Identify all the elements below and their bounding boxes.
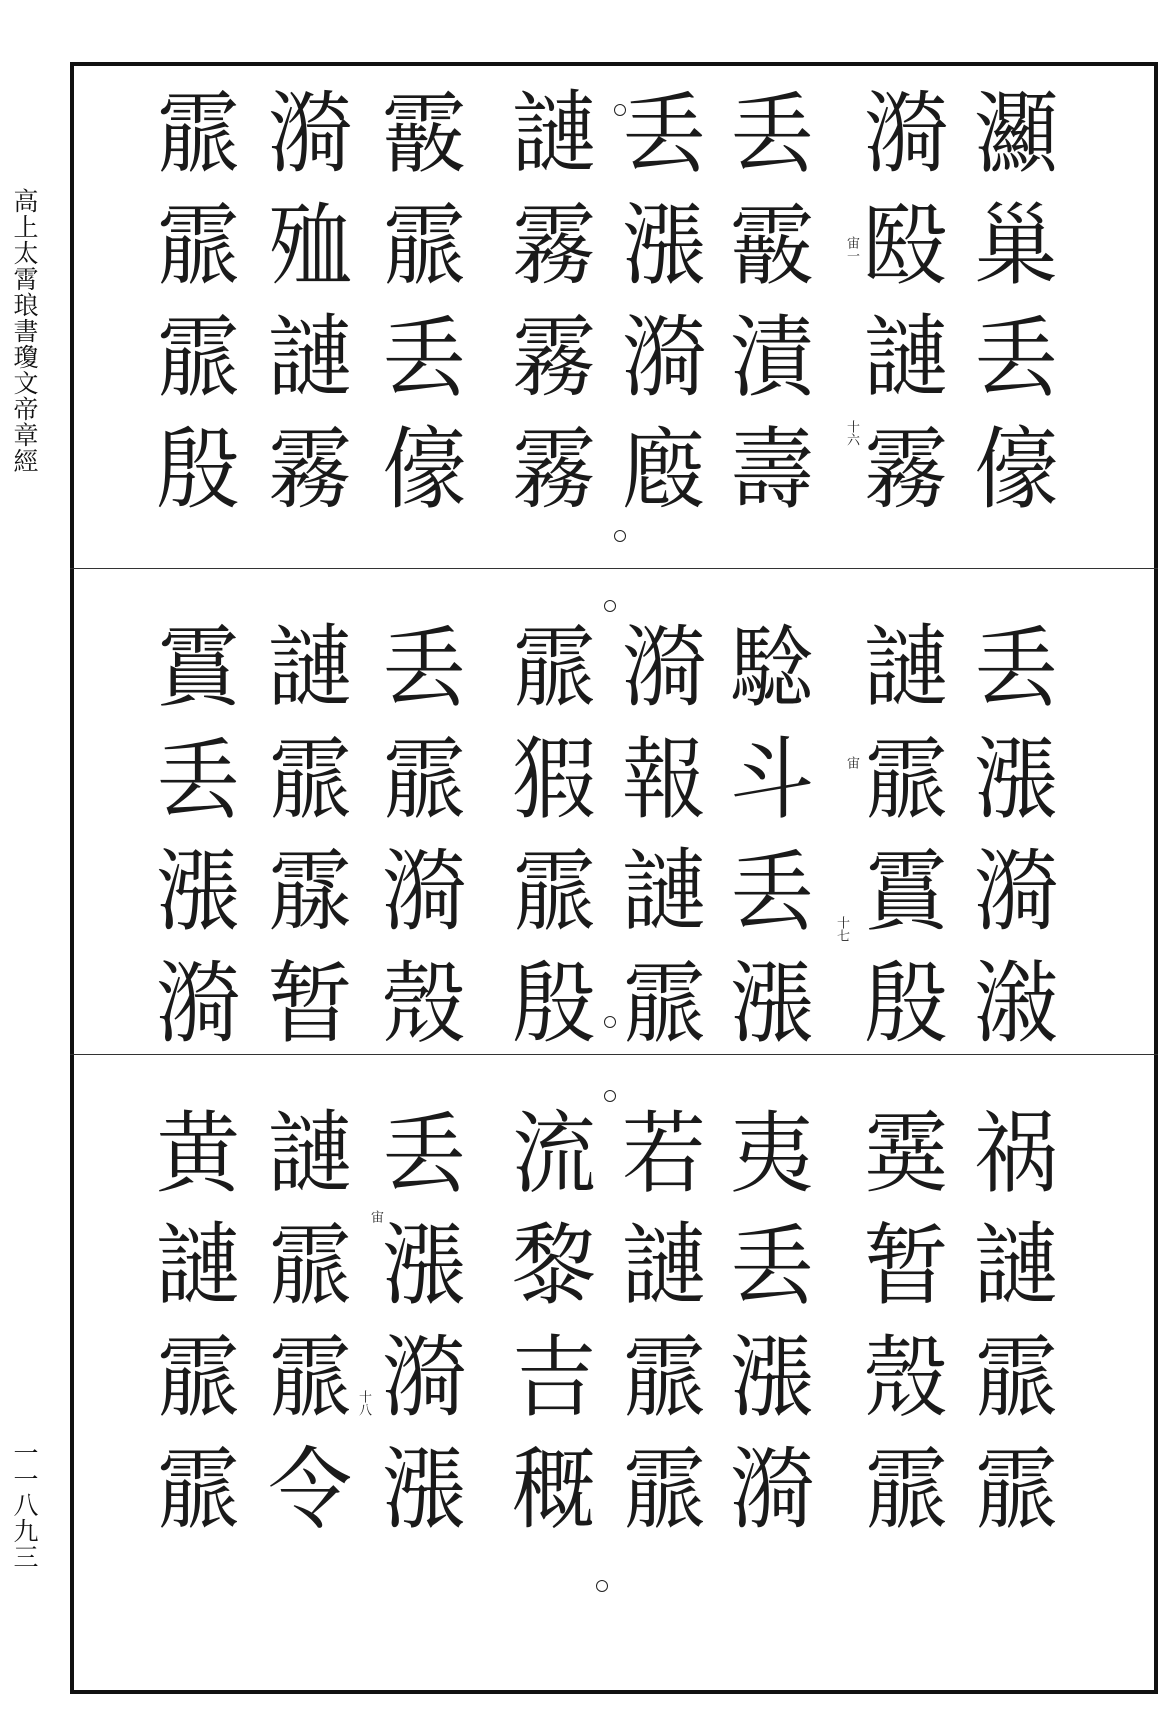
seal-glyph: 丢 xyxy=(729,82,814,186)
seal-glyph: 流 xyxy=(511,1102,596,1206)
circle-mark xyxy=(604,600,616,612)
seal-glyph: 霡 xyxy=(267,840,352,944)
seal-glyph: 霢 xyxy=(511,616,596,720)
seal-glyph: 霢 xyxy=(155,1438,240,1542)
seal-glyph: 漪 xyxy=(621,616,706,720)
glyph-column xyxy=(498,78,610,526)
seal-glyph: 潊 xyxy=(973,952,1058,1056)
glyph-column xyxy=(850,78,962,526)
seal-glyph: 霢 xyxy=(155,82,240,186)
glyph-column xyxy=(960,1098,1072,1546)
seal-glyph: 霢 xyxy=(621,952,706,1056)
glyph-column xyxy=(368,1098,480,1546)
glyph-column xyxy=(716,612,828,1060)
seal-glyph: 霣 xyxy=(863,840,948,944)
seal-glyph: 霢 xyxy=(155,194,240,298)
seal-glyph: 漪 xyxy=(267,82,352,186)
seal-glyph: 霢 xyxy=(863,1438,948,1542)
seal-glyph: 吉 xyxy=(511,1326,596,1430)
seal-glyph: 謰 xyxy=(973,1214,1058,1318)
margin-note: 十八 xyxy=(356,1390,371,1416)
glyph-column xyxy=(142,78,254,526)
seal-glyph: 漲 xyxy=(729,1326,814,1430)
seal-glyph: 漪 xyxy=(381,840,466,944)
seal-glyph: 暂 xyxy=(267,952,352,1056)
seal-glyph: 若 xyxy=(621,1102,706,1206)
seal-glyph: 斗 xyxy=(729,728,814,832)
seal-glyph: 灦 xyxy=(973,82,1058,186)
seal-glyph: 儫 xyxy=(381,418,466,522)
seal-glyph: 霢 xyxy=(973,1438,1058,1542)
seal-glyph: 丢 xyxy=(381,1102,466,1206)
seal-glyph: 漲 xyxy=(729,952,814,1056)
circle-mark xyxy=(604,1016,616,1028)
seal-glyph: 漲 xyxy=(381,1438,466,1542)
glyph-column xyxy=(368,612,480,1060)
seal-glyph: 殈 xyxy=(267,194,352,298)
seal-glyph: 漪 xyxy=(621,306,706,410)
seal-glyph: 漪 xyxy=(155,952,240,1056)
seal-glyph: 丢 xyxy=(973,616,1058,720)
margin-note: 十七 xyxy=(834,916,849,942)
glyph-column xyxy=(368,78,480,526)
circle-mark xyxy=(614,104,626,116)
seal-glyph: 壽 xyxy=(729,418,814,522)
seal-glyph: 漲 xyxy=(381,1214,466,1318)
text-block xyxy=(128,612,1088,1056)
seal-glyph: 漪 xyxy=(729,1438,814,1542)
seal-glyph: 霢 xyxy=(267,1214,352,1318)
seal-glyph: 報 xyxy=(621,728,706,832)
glyph-column xyxy=(960,78,1072,526)
seal-glyph: 漲 xyxy=(973,728,1058,832)
seal-glyph: 令 xyxy=(267,1438,352,1542)
seal-glyph: 殷 xyxy=(511,952,596,1056)
seal-glyph: 霢 xyxy=(621,1326,706,1430)
seal-glyph: 丢 xyxy=(729,1214,814,1318)
seal-glyph: 霢 xyxy=(155,306,240,410)
seal-glyph: 霧 xyxy=(511,194,596,298)
margin-note: 十六 xyxy=(844,420,859,446)
glyph-column xyxy=(254,1098,366,1546)
margin-note: 宙一 xyxy=(844,236,859,262)
glyph-column xyxy=(608,1098,720,1546)
seal-glyph: 謰 xyxy=(267,616,352,720)
seal-glyph: 霙 xyxy=(863,1102,948,1206)
glyph-column xyxy=(142,1098,254,1546)
seal-glyph: 殷 xyxy=(155,418,240,522)
seal-glyph: 霢 xyxy=(381,728,466,832)
seal-glyph: 謰 xyxy=(621,840,706,944)
seal-glyph: 丢 xyxy=(621,82,706,186)
seal-glyph: 殼 xyxy=(381,952,466,1056)
seal-glyph: 殼 xyxy=(863,1326,948,1430)
text-block xyxy=(128,1098,1088,1678)
margin-note: 宙 xyxy=(368,1210,383,1223)
seal-glyph: 廏 xyxy=(621,418,706,522)
seal-glyph: 霧 xyxy=(863,418,948,522)
seal-glyph: 丢 xyxy=(155,728,240,832)
seal-glyph: 霢 xyxy=(511,840,596,944)
seal-glyph: 漲 xyxy=(155,840,240,944)
seal-glyph: 霢 xyxy=(267,728,352,832)
seal-glyph: 謰 xyxy=(621,1214,706,1318)
page-number: 一一八九三 xyxy=(10,1440,39,1570)
seal-glyph: 霰 xyxy=(381,82,466,186)
seal-glyph: 謰 xyxy=(863,306,948,410)
seal-glyph: 漪 xyxy=(863,82,948,186)
seal-glyph: 霰 xyxy=(729,194,814,298)
glyph-column xyxy=(142,612,254,1060)
seal-glyph: 夷 xyxy=(729,1102,814,1206)
seal-glyph: 謰 xyxy=(267,306,352,410)
seal-glyph: 霧 xyxy=(511,306,596,410)
seal-glyph: 霢 xyxy=(267,1326,352,1430)
glyph-column xyxy=(498,1098,610,1546)
seal-glyph: 黄 xyxy=(155,1102,240,1206)
glyph-column xyxy=(254,78,366,526)
glyph-column xyxy=(850,612,962,1060)
seal-glyph: 殹 xyxy=(863,194,948,298)
seal-glyph: 丢 xyxy=(381,306,466,410)
glyph-column xyxy=(716,1098,828,1546)
seal-glyph: 暂 xyxy=(863,1214,948,1318)
circle-mark xyxy=(614,530,626,542)
seal-glyph: 謰 xyxy=(863,616,948,720)
seal-glyph: 丢 xyxy=(381,616,466,720)
seal-glyph: 猳 xyxy=(511,728,596,832)
circle-mark xyxy=(604,1090,616,1102)
glyph-column xyxy=(254,612,366,1060)
glyph-column xyxy=(716,78,828,526)
seal-glyph: 謰 xyxy=(511,82,596,186)
seal-glyph: 霢 xyxy=(381,194,466,298)
glyph-column xyxy=(850,1098,962,1546)
seal-glyph: 霢 xyxy=(863,728,948,832)
seal-glyph: 漲 xyxy=(621,194,706,298)
seal-glyph: 謰 xyxy=(267,1102,352,1206)
seal-glyph: 霧 xyxy=(267,418,352,522)
seal-glyph: 黎 xyxy=(511,1214,596,1318)
glyph-column xyxy=(960,612,1072,1060)
seal-glyph: 霢 xyxy=(973,1326,1058,1430)
scripture-title: 高上太霄琅書瓊文帝章經 xyxy=(10,188,39,474)
seal-glyph: 祸 xyxy=(973,1102,1058,1206)
seal-glyph: 殷 xyxy=(863,952,948,1056)
seal-glyph: 漪 xyxy=(381,1326,466,1430)
seal-glyph: 謰 xyxy=(155,1214,240,1318)
seal-glyph: 霣 xyxy=(155,616,240,720)
seal-glyph: 霢 xyxy=(155,1326,240,1430)
seal-glyph: 漪 xyxy=(973,840,1058,944)
margin-note: 宙 xyxy=(844,756,859,769)
glyph-column xyxy=(608,612,720,1060)
seal-glyph: 霧 xyxy=(511,418,596,522)
glyph-column xyxy=(498,612,610,1060)
text-block xyxy=(128,78,1088,548)
seal-glyph: 丢 xyxy=(973,306,1058,410)
seal-glyph: 丢 xyxy=(729,840,814,944)
seal-glyph: 巢 xyxy=(973,194,1058,298)
section-divider xyxy=(70,568,1158,569)
circle-mark xyxy=(596,1580,608,1592)
seal-glyph: 霢 xyxy=(621,1438,706,1542)
seal-glyph: 穊 xyxy=(511,1438,596,1542)
glyph-column xyxy=(608,78,720,526)
seal-glyph: 儫 xyxy=(973,418,1058,522)
seal-glyph: 漬 xyxy=(729,306,814,410)
seal-glyph: 騐 xyxy=(729,616,814,720)
